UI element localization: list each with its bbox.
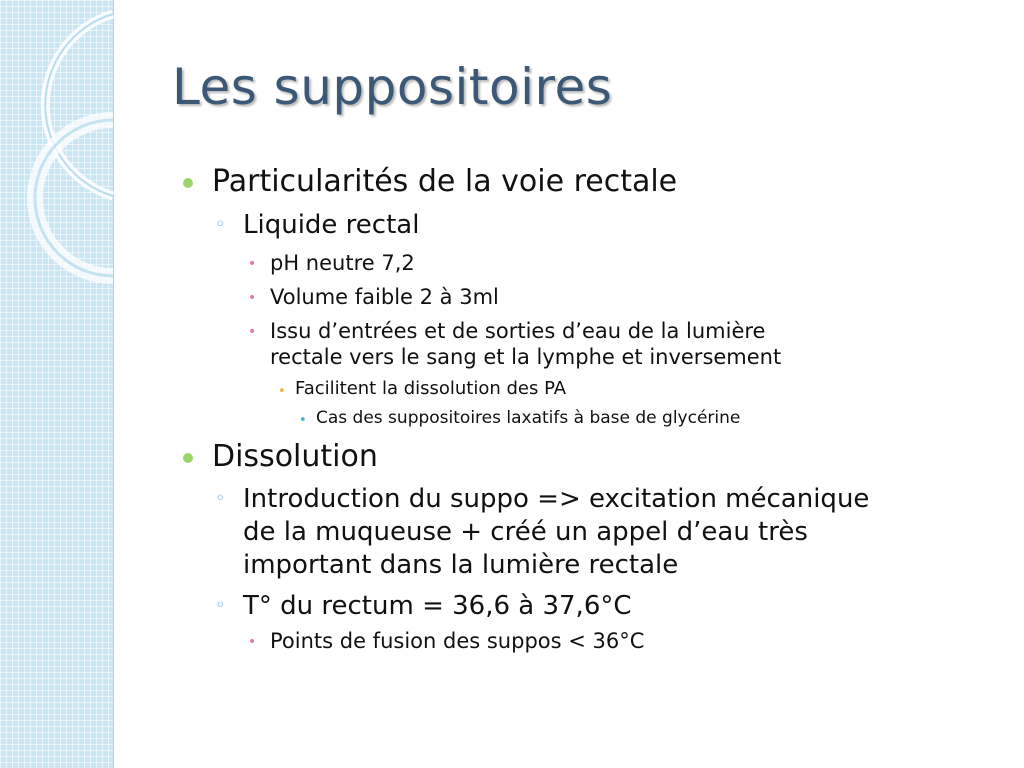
bullet-item-level3: Volume faible 2 à 3ml bbox=[270, 285, 499, 309]
bullet-ring-icon: ◦ bbox=[215, 214, 226, 235]
bullet-ring-icon: ◦ bbox=[215, 488, 226, 509]
bullet-item-level1: Dissolution bbox=[212, 439, 378, 474]
bullet-dot-pink-icon: • bbox=[248, 256, 257, 272]
bullet-dot-pink-icon: • bbox=[248, 290, 257, 306]
bullet-item-level3: Issu d’entrées et de sorties d’eau de la lumière bbox=[270, 319, 766, 343]
bullet-item-level2-continued: important dans la lumière rectale bbox=[243, 550, 679, 580]
bullet-ring-icon: ◦ bbox=[215, 595, 226, 616]
bullet-item-level4: Facilitent la dissolution des PA bbox=[295, 378, 567, 399]
decorative-rings bbox=[0, 0, 240, 300]
bullet-dot-orange-icon: • bbox=[278, 384, 286, 399]
bullet-item-level5: Cas des suppositoires laxatifs à base de glycérine bbox=[316, 408, 741, 428]
bullet-item-level3-continued: rectale vers le sang et la lymphe et inversement bbox=[270, 345, 782, 369]
bullet-dot-green-icon bbox=[183, 453, 193, 463]
bullet-dot-green-icon bbox=[183, 178, 193, 188]
bullet-dot-blue-icon: • bbox=[299, 413, 307, 428]
bullet-item-level2-continued: de la muqueuse + créé un appel d’eau très bbox=[243, 517, 808, 547]
bullet-dot-pink-icon: • bbox=[248, 324, 257, 340]
bullet-item-level2: T° du rectum = 36,6 à 37,6°C bbox=[243, 591, 632, 621]
bullet-item-level3: pH neutre 7,2 bbox=[270, 251, 415, 275]
slide-title: Les suppositoires bbox=[172, 58, 613, 116]
bullet-item-level3: Points de fusion des suppos < 36°C bbox=[270, 629, 645, 653]
bullet-dot-pink-icon: • bbox=[248, 634, 257, 650]
bullet-item-level2: Introduction du suppo => excitation mécanique bbox=[243, 484, 870, 514]
bullet-item-level2: Liquide rectal bbox=[243, 210, 420, 240]
bullet-item-level1: Particularités de la voie rectale bbox=[212, 164, 678, 199]
